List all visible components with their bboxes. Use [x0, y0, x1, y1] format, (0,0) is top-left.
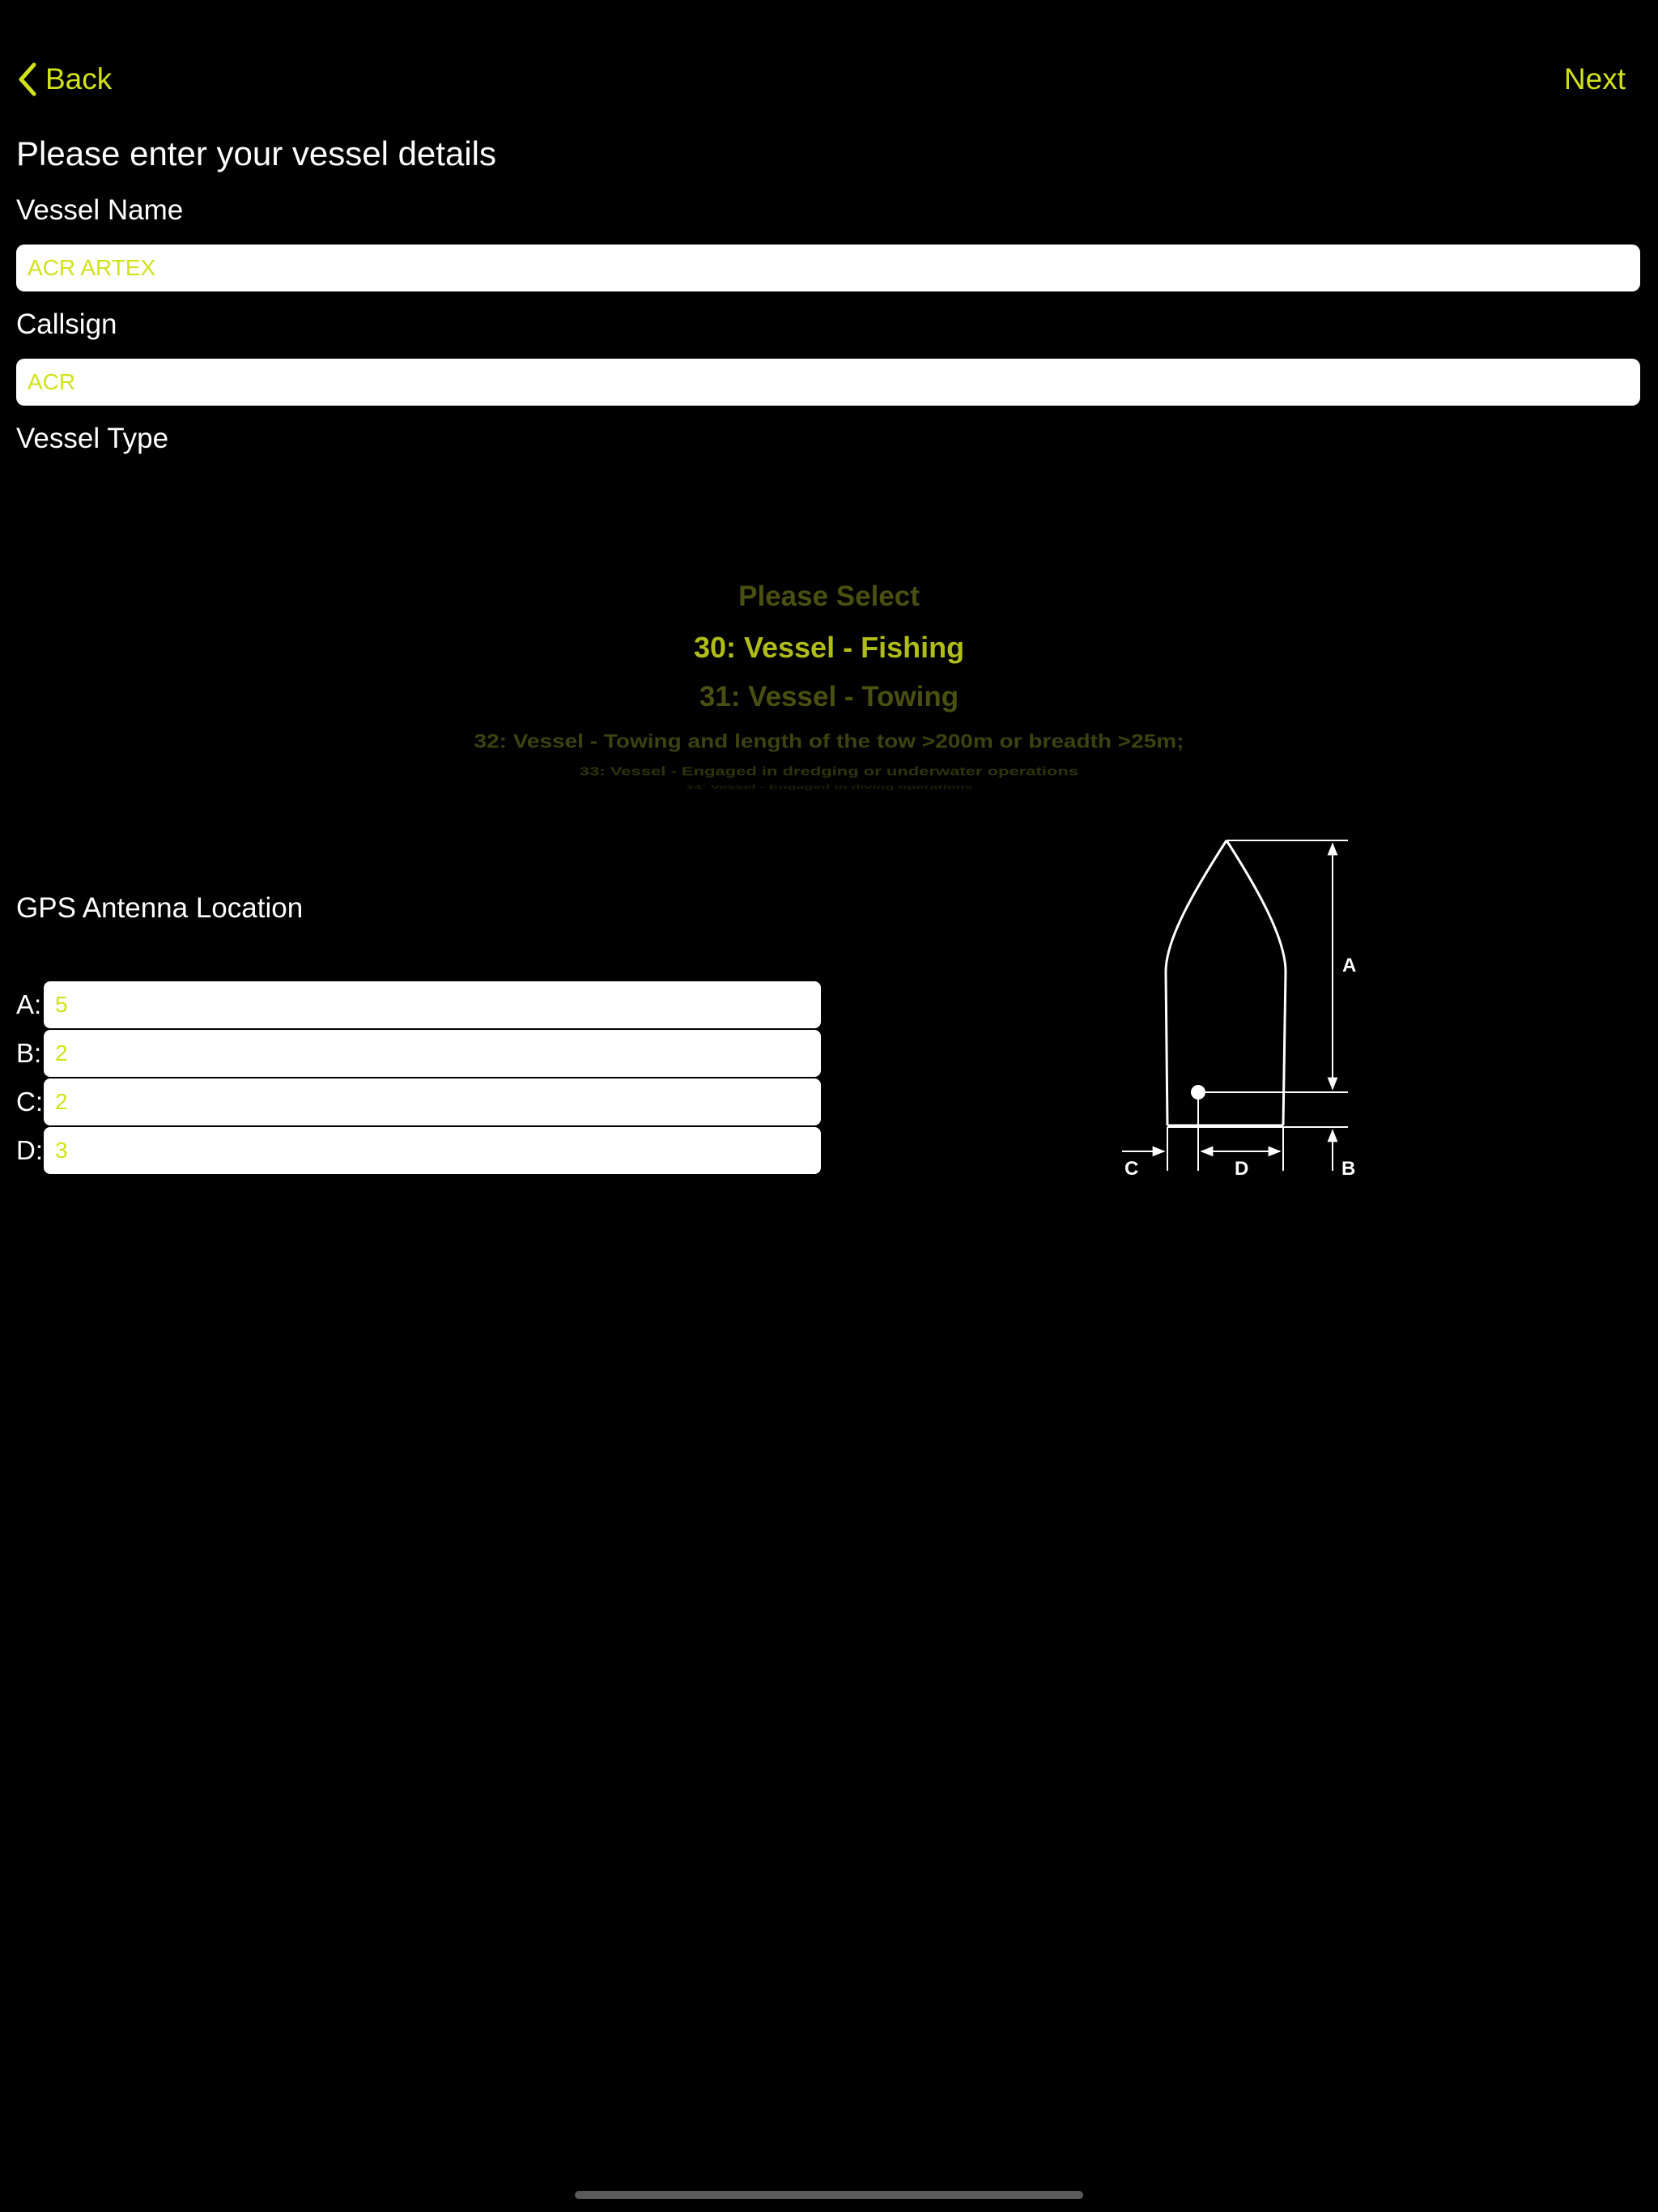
dimension-row-d — [16, 1127, 821, 1174]
dimension-letter: D: — [16, 1135, 43, 1165]
dimension-letter: C: — [16, 1087, 43, 1117]
vessel-name-label: Vessel Name — [16, 194, 184, 226]
diagram-label-a: A — [1342, 955, 1357, 976]
picker-option[interactable]: Please Select — [738, 581, 920, 612]
dimension-c-field[interactable]: 2 — [44, 1078, 821, 1125]
next-button[interactable]: Next — [1563, 62, 1626, 96]
picker-option[interactable]: 32: Vessel - Towing and length of the tow >200m or breadth >25m; — [474, 730, 1184, 752]
diagram-label-b: B — [1341, 1158, 1356, 1180]
dimension-row-b — [16, 1030, 821, 1077]
dimension-lines — [1122, 840, 1348, 1171]
dimension-d-field: 3 — [44, 1127, 821, 1174]
page-title: Please enter your vessel details — [16, 134, 496, 172]
callsign-label: Callsign — [16, 308, 117, 340]
callsign-field[interactable]: ACR — [16, 359, 1640, 406]
picker-option-selected[interactable]: 30: Vessel - Fishing — [693, 631, 965, 664]
dimension-a-field[interactable]: 5 — [44, 981, 821, 1028]
dimension-letter: B: — [16, 1038, 42, 1068]
dimension-b-field[interactable]: 2 — [44, 1030, 821, 1077]
hull-outline — [1166, 840, 1286, 1125]
home-indicator[interactable] — [575, 2191, 1083, 2199]
dimension-row-c — [16, 1078, 821, 1125]
vessel-name-field[interactable]: ACR ARTEX — [16, 245, 1640, 291]
gps-antenna-label: GPS Antenna Location — [16, 892, 304, 924]
dimension-row-a — [16, 981, 821, 1028]
picker-option[interactable]: 31: Vessel - Towing — [699, 681, 959, 713]
diagram-label-d: D — [1235, 1158, 1249, 1180]
picker-option[interactable]: 33: Vessel - Engaged in dredging or underwater operations — [579, 764, 1079, 778]
dimension-letter: A: — [16, 989, 42, 1019]
vessel-antenna-diagram — [1109, 834, 1368, 1182]
picker-option[interactable]: 34: Vessel - Engaged in diving operations — [685, 784, 973, 791]
back-button[interactable] — [16, 57, 112, 102]
back-label: Back — [45, 62, 113, 96]
vessel-type-picker[interactable] — [0, 559, 1658, 793]
chevron-left-icon — [16, 62, 39, 97]
diagram-label-c: C — [1124, 1158, 1139, 1180]
vessel-type-label: Vessel Type — [16, 423, 169, 454]
antenna-position-dot — [1191, 1085, 1205, 1100]
